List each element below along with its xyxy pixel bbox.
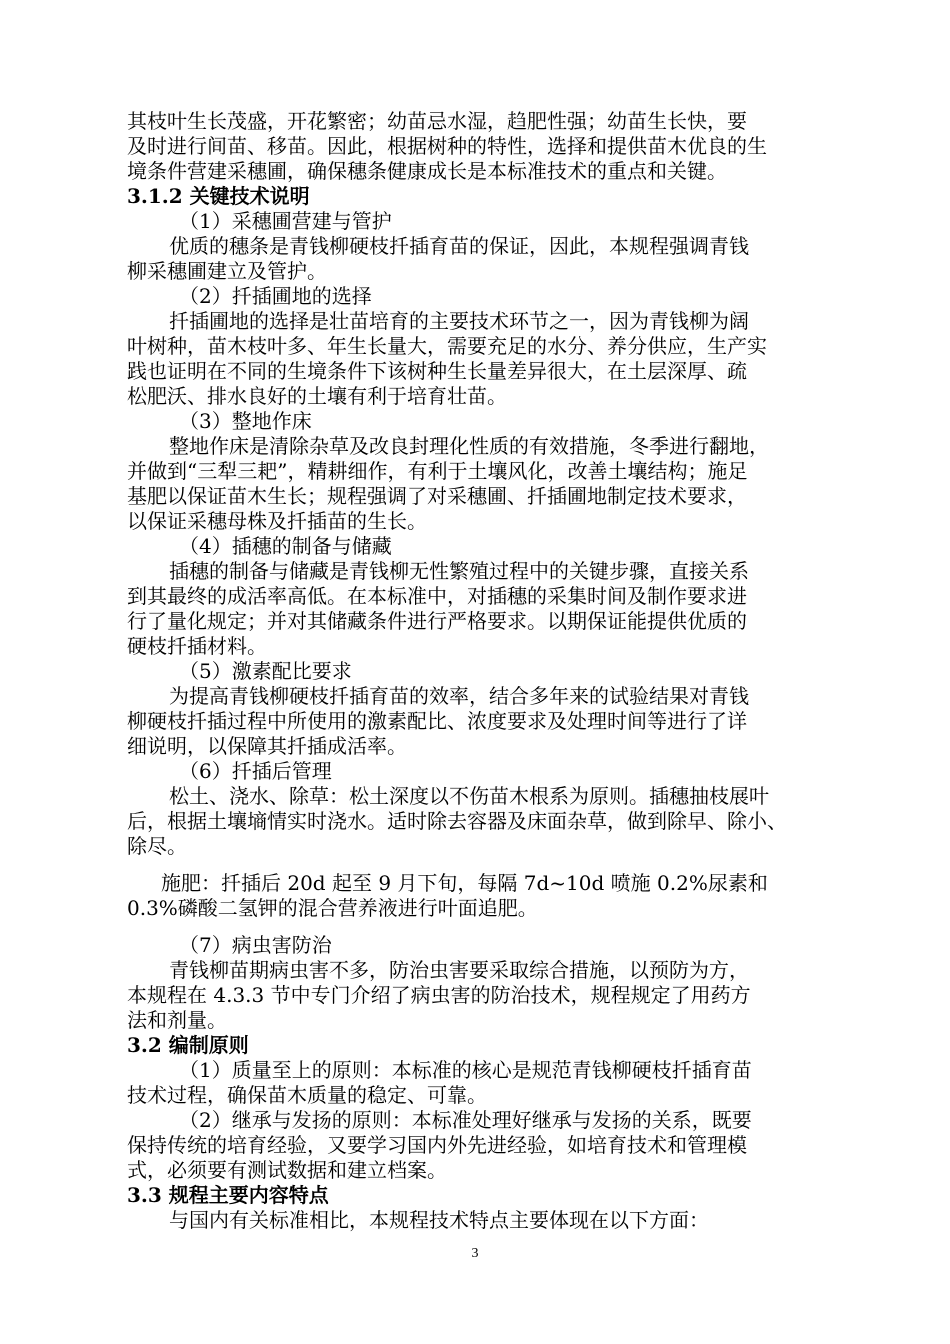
paragraph-gap <box>127 859 827 871</box>
text-line: 插穗的制备与储藏是青钱柳无性繁殖过程中的关键步骤，直接关系 <box>169 559 749 583</box>
text-line: 技术过程，确保苗木质量的稳定、可靠。 <box>127 1083 487 1107</box>
text-line: （2）继承与发扬的原则：本标准处理好继承与发扬的关系，既要 <box>179 1108 752 1132</box>
text-line: （1）质量至上的原则：本标准的核心是规范青钱柳硬枝扦插育苗 <box>179 1058 752 1082</box>
text-line: 及时进行间苗、移苗。因此，根据树种的特性，选择和提供苗木优良的生 <box>127 134 767 158</box>
text-line: 优质的穗条是青钱柳硬枝扦插育苗的保证，因此，本规程强调青钱 <box>169 234 749 258</box>
text-line: 施肥：扦插后 20d 起至 9 月下旬，每隔 7d~10d 喷施 0.2%尿素和 <box>161 871 768 895</box>
text-line: 践也证明在不同的生境条件下该树种生长量差异很大，在土层深厚、疏 <box>127 359 747 383</box>
paragraph <box>127 234 827 284</box>
subsection-item <box>127 534 827 559</box>
subsection-item <box>127 409 827 434</box>
subsection-item <box>127 1058 827 1108</box>
text-line: 柳采穗圃建立及管护。 <box>127 259 327 283</box>
subsection-item <box>127 209 827 234</box>
text-line: 扦插圃地的选择是壮苗培育的主要技术环节之一，因为青钱柳为阔 <box>169 309 749 333</box>
text-line: 细说明，以保障其扦插成活率。 <box>127 734 407 758</box>
text-line: 法和剂量。 <box>127 1008 227 1032</box>
text-line: 式，必须要有测试数据和建立档案。 <box>127 1158 447 1182</box>
paragraph <box>127 684 827 759</box>
text-line: （4）插穗的制备与储藏 <box>179 534 392 558</box>
text-line: 后，根据土壤墒情实时浇水。适时除去容器及床面杂草，做到除早、除小、 <box>127 809 787 833</box>
section-heading <box>127 184 827 209</box>
text-line: 与国内有关标准相比，本规程技术特点主要体现在以下方面： <box>169 1208 709 1232</box>
text-line: （5）激素配比要求 <box>179 659 352 683</box>
text-line: 其枝叶生长茂盛，开花繁密；幼苗忌水湿，趋肥性强；幼苗生长快，要 <box>127 109 747 133</box>
text-line: 硬枝扦插材料。 <box>127 634 267 658</box>
text-line: 以保证采穗母株及扦插苗的生长。 <box>127 509 427 533</box>
text-line: （2）扦插圃地的选择 <box>179 284 372 308</box>
subsection-item <box>127 659 827 684</box>
subsection-item <box>127 759 827 784</box>
text-line: 3.1.2 关键技术说明 <box>127 184 310 208</box>
text-line: （6）扦插后管理 <box>179 759 332 783</box>
subsection-item <box>127 284 827 309</box>
section-heading <box>127 1033 827 1058</box>
paragraph <box>127 1208 827 1233</box>
text-line: 保持传统的培育经验，又要学习国内外先进经验，如培育技术和管理模 <box>127 1133 747 1157</box>
text-line: 柳硬枝扦插过程中所使用的激素配比、浓度要求及处理时间等进行了详 <box>127 709 747 733</box>
text-line: （1）采穗圃营建与管护 <box>179 209 392 233</box>
page-number: 3 <box>471 1246 479 1261</box>
paragraph <box>127 784 827 859</box>
text-line: （3）整地作床 <box>179 409 312 433</box>
paragraph-gap <box>127 921 827 933</box>
text-line: 到其最终的成活率高低。在本标准中，对插穗的采集时间及制作要求进 <box>127 584 747 608</box>
paragraph <box>127 434 827 534</box>
text-line: 松土、浇水、除草：松土深度以不伤苗木根系为原则。插穗抽枝展叶 <box>169 784 769 808</box>
text-line: 除尽。 <box>127 834 187 858</box>
text-line: 叶树种，苗木枝叶多、年生长量大，需要充足的水分、养分供应，生产实 <box>127 334 767 358</box>
subsection-item <box>127 1108 827 1183</box>
text-line: 青钱柳苗期病虫害不多，防治虫害要采取综合措施，以预防为方， <box>169 958 749 982</box>
text-line: 基肥以保证苗木生长；规程强调了对采穗圃、扦插圃地制定技术要求， <box>127 484 747 508</box>
text-line: 境条件营建采穗圃，确保穗条健康成长是本标准技术的重点和关键。 <box>127 159 727 183</box>
section-heading <box>127 1183 827 1208</box>
document-body <box>127 109 827 1233</box>
paragraph <box>127 559 827 659</box>
paragraph <box>127 109 827 184</box>
paragraph <box>127 871 827 921</box>
subsection-item <box>127 933 827 958</box>
text-line: 整地作床是清除杂草及改良封理化性质的有效措施，冬季进行翻地， <box>169 434 769 458</box>
text-line: 松肥沃、排水良好的土壤有利于培育壮苗。 <box>127 384 507 408</box>
text-line: 并做到“三犁三耙”，精耕细作，有利于土壤风化，改善土壤结构；施足 <box>127 459 748 483</box>
text-line: 0.3%磷酸二氢钾的混合营养液进行叶面追肥。 <box>127 896 538 920</box>
text-line: 3.2 编制原则 <box>127 1033 249 1057</box>
paragraph <box>127 958 827 1033</box>
text-line: 行了量化规定；并对其储藏条件进行严格要求。以期保证能提供优质的 <box>127 609 747 633</box>
text-line: （7）病虫害防治 <box>179 933 332 957</box>
text-line: 本规程在 4.3.3 节中专门介绍了病虫害的防治技术，规程规定了用药方 <box>127 983 751 1007</box>
text-line: 为提高青钱柳硬枝扦插育苗的效率，结合多年来的试验结果对青钱 <box>169 684 749 708</box>
text-line: 3.3 规程主要内容特点 <box>127 1183 329 1207</box>
paragraph <box>127 309 827 409</box>
